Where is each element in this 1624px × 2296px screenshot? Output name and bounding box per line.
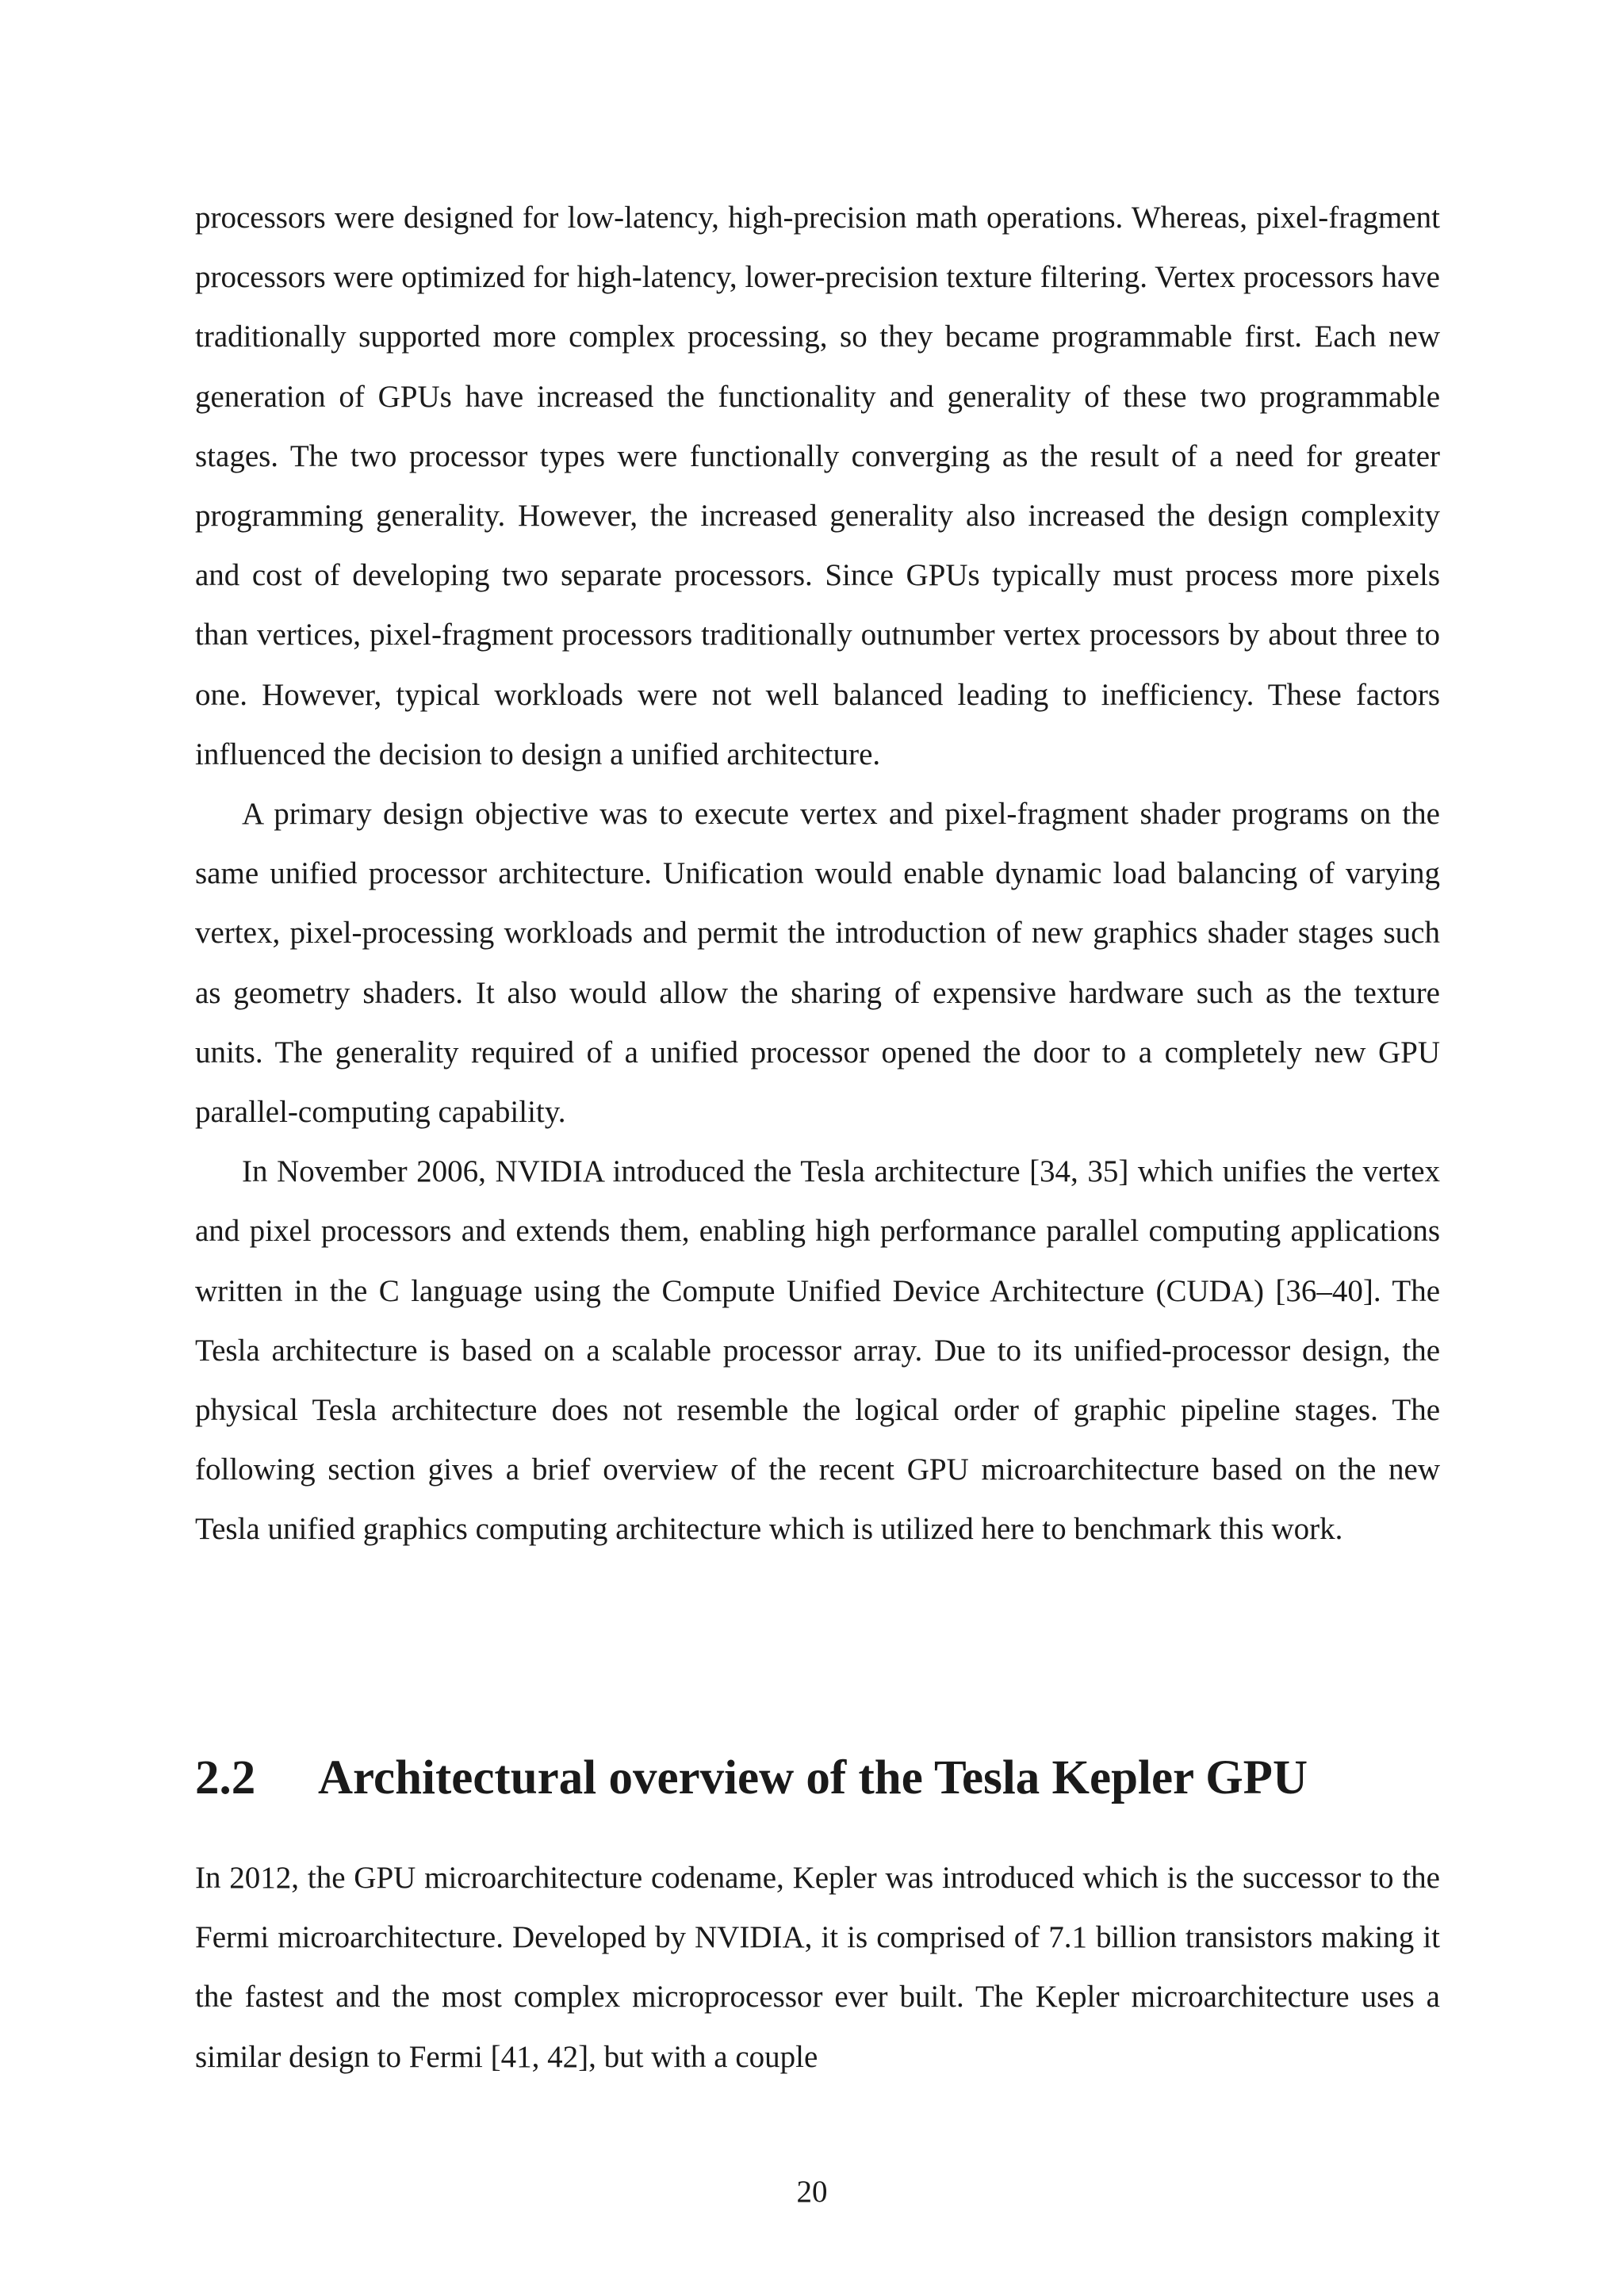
page-number: 20 xyxy=(796,2175,828,2209)
paragraph: In 2012, the GPU microarchitecture codename, Kepler was introduced which is the successor to the Fermi microarchitecture. Developed by NVIDIA, it is comprised of 7.1 billion transistors making it the fastest and the most complex microprocessor ever built. The Kepler microarchitecture uses a similar design to Fermi [41, 42], but with a couple xyxy=(195,1861,1440,2074)
body-text xyxy=(195,188,1440,1559)
section-number: 2.2 xyxy=(195,1751,256,1804)
paragraph: processors were designed for low-latency, high-precision math operations. Whereas, pixel-fragment processors were optimized for high-latency, lower-precision texture filtering. Vertex processors have traditionally supported more complex processing, so they became programmable first. Each new generation of GPUs have increased the functionality and generality of these two programmable stages. The two processor types were functionally converging as the result of a need for greater programming generality. However, the increased generality also increased the design complexity and cost of developing two separate processors. Since GPUs typically must process more pixels than vertices, pixel-fragment processors traditionally outnumber vertex processors by about three to one. However, typical workloads were not well balanced leading to inefficiency. These factors influenced the decision to design a unified architecture. xyxy=(195,201,1440,771)
section-heading xyxy=(195,1743,1440,1814)
section-title: Architectural overview of the Tesla Kepler GPU xyxy=(318,1751,1308,1804)
paragraph: A primary design objective was to execute vertex and pixel-fragment shader programs on the same unified processor architecture. Unification would enable dynamic load balancing of varying vertex, pixel-processing workloads and permit the introduction of new graphics shader stages such as geometry shaders. It also would allow the sharing of expensive hardware such as the texture units. The generality required of a unified processor opened the door to a completely new GPU parallel-computing capability. xyxy=(195,797,1440,1130)
section-body-text xyxy=(195,1848,1440,2087)
paragraph: In November 2006, NVIDIA introduced the Tesla architecture [34, 35] which unifies the vertex and pixel processors and extends them, enabling high performance parallel computing applications written in the C language using the Compute Unified Device Architecture (CUDA) [36–40]. The Tesla architecture is based on a scalable processor array. Due to its unified-processor design, the physical Tesla architecture does not resemble the logical order of graphic pipeline stages. The following section gives a brief overview of the recent GPU microarchitecture based on the new Tesla unified graphics computing architecture which is utilized here to benchmark this work. xyxy=(195,1154,1440,1547)
